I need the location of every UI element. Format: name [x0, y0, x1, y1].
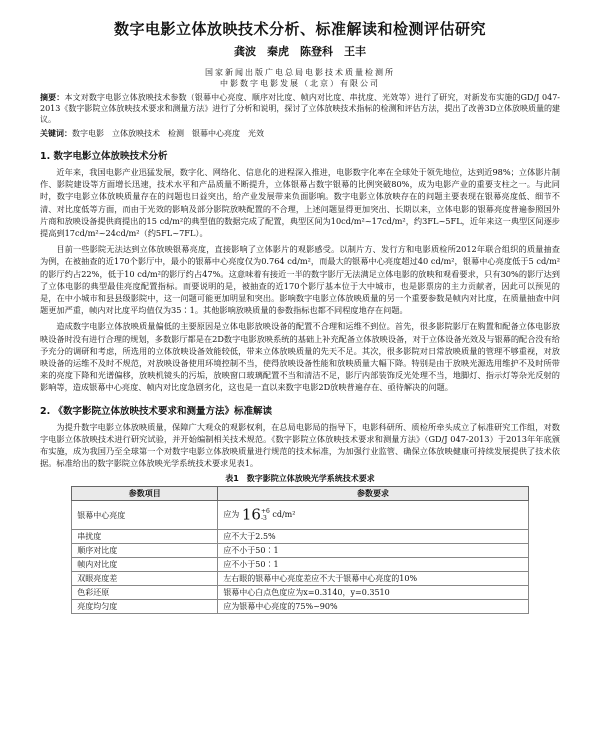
table-cell-param: 双眼亮度差: [72, 572, 218, 586]
table-cell-param: 帧内对比度: [72, 558, 218, 572]
req-tolerance-minus: -3: [260, 515, 267, 523]
table-row: [72, 544, 529, 558]
table-row: [72, 586, 529, 600]
keywords-label: 关键词：: [40, 129, 72, 138]
table-row: [72, 530, 529, 544]
section-2-heading: 2. 《数字影院立体放映技术要求和测量方法》标准解读: [40, 405, 273, 417]
table-cell-requirement: [218, 501, 528, 530]
abstract: [40, 92, 560, 125]
table-cell-requirement: 应不小于50∶1: [218, 544, 528, 558]
paper-authors: 龚波 秦虎 陈登科 王丰: [234, 45, 366, 58]
table-cell-param: 顺序对比度: [72, 544, 218, 558]
table-cell-param: 亮度均匀度: [72, 600, 218, 614]
section-1-heading: 1. 数字电影立体放映技术分析: [40, 151, 168, 162]
req-unit: cd/m²: [272, 510, 296, 520]
spec-table: [71, 486, 529, 614]
req-prefix: 应为: [223, 510, 240, 520]
table-cell-requirement: 应为银幕中心亮度的75%~90%: [218, 600, 528, 614]
table-cell-param: 色彩还原: [72, 586, 218, 600]
req-tolerance-plus: +6: [260, 508, 270, 516]
table-cell-requirement: 左右眼的银幕中心亮度差应不大于银幕中心亮度的10%: [218, 572, 528, 586]
abstract-label: 摘要：: [40, 93, 65, 102]
req-value: 16: [241, 505, 261, 524]
table-cell-requirement: 应不大于2.5%: [218, 530, 528, 544]
table-cell-param: 银幕中心亮度: [72, 501, 218, 530]
paper-title: 数字电影立体放映技术分析、标准解读和检测评估研究: [113, 20, 486, 38]
keywords-text: 数字电影 立体放映技术 检测 银幕中心亮度 光效: [72, 129, 264, 138]
keywords: [40, 128, 560, 139]
section-1-paragraph: 目前一些影院无法达到立体放映银幕亮度，直接影响了立体影片的观影感受。以制片方、发行方和电影质检所2012年联合组织的质量抽查为例，在被抽查的近170个影厅中，最小的银幕中心亮度仅为0.764 cd/m²，而最大的银幕中心亮度超过40 cd/m²，银幕中心亮度低于5 cd/m²的影厅约占22%，低于10 cd/m²的影厅约占47%。这意味着有接近一半的数字影厅无法满足立体电影的放映和观看要求，只有30%的影厅达到了立体电影的典型最佳亮度配置指标。而要说明的是，被抽查的近170个影厅基本位于大中城市，也是影票房的主力贡献者，因此可以预见的是，在中小城市和县县级影院中，这一问题可能更加明显和突出。影响数字电影立体放映质量的另一个重要参数是帧内对比度，在质量抽查中问题更加严重，帧内对比度平均值仅为35∶1。其他影响放映质量的参数指标也都不同程度地存在问题。: [40, 244, 560, 316]
table-cell-requirement: 应不小于50∶1: [218, 558, 528, 572]
section-2-paragraph: 为提升数字电影立体放映质量，保障广大观众的观影权利，在总局电影局的指导下，电影科研所、质检所牵头成立了标准研究工作组，对数字电影立体放映技术进行研究试验，并开始编制相关技术规范。《数字影院立体放映技术要求和测量方法》（GD/J 047-2013）于2013年年底颁布实施，成为我国乃至全球第一个对数字电影立体放映质量进行规范的技术标准，为加强行业监管、确保立体放映健康可持续发展提供了技术依据。标准给出的数字影院立体放映光学系统技术要求见表1。: [40, 421, 560, 469]
table-cell-param: 串扰度: [72, 530, 218, 544]
table-header-requirement: 参数要求: [218, 487, 528, 501]
abstract-text: 本文对数字电影立体放映技术参数（银幕中心亮度、顺序对比度、帧内对比度、串扰度、光效等）进行了研究，对新发布实施的GD/J 047-2013《数字影院立体放映技术要求和测量方法》进行了分析和说明，探讨了立体放映技术指标的检测和评估方法，提出了改善3D立体放映质量的建议。: [40, 93, 561, 124]
table-row: [72, 572, 529, 586]
section-1-paragraph: 近年来，我国电影产业迅猛发展，数字化、网络化、信息化的进程深入推进，电影数字化率在全球处于领先地位，达到近98%；立体影片制作、影院建设等方面增长迅速，技术水平和产品质量不断提升，立体银幕占数字银幕的比例突破80%，成为电影产业的重要支柱之一。与此同时，数字电影立体放映质量存在的问题也日益突出，给产业发展带来负面影响。数字电影立体放映存在的问题主要表现在银幕亮度低、细节不清、对比度低等方面，而由于光效的影响及部分影院放映配置的不合理，上述问题显得更加突出、长期以来，立体电影的银幕亮度普遍参照国外片商和放映设备提供商提出的15 cd/m²的典型值的数据完成了配置，典型区间为10cd/m²~17cd/m²，约3FL~5FL，近年来这一典型区间逐步提高到17cd/m²~24cd/m²（约5FL~7FL）。: [40, 167, 560, 239]
table-row: [72, 558, 529, 572]
table-cell-requirement: 银幕中心白点色度应为x=0.3140，y=0.3510: [218, 586, 528, 600]
affiliation-2: 中影数字电影发展（北京）有限公司: [220, 79, 380, 88]
table-row: [72, 501, 529, 530]
section-1-paragraph: 造成数字电影立体放映质量偏低的主要原因是立体电影放映设备的配置不合理和运维不到位。首先，很多影院影厅在购置和配备立体电影放映设备时没有进行合理的规划，多数影厅都是在2D数字电影放映系统的基础上补充配备立体放映设备，对于立体设备光效及与银幕的配合没有给予充分的调研和考虑，所选用的立体放映设备效能较低，带来立体放映质量的先天不足。其次，很多影院对日常放映质量的管理不够重视，对放映设备的运维不及时不规范，对放映设备使用环境控制不当，使得放映设备性能和放映质量大幅下降。特别是由于放映光源选用维护不及时所带来的亮度下降和光谱偏移，放映机镜头的污垢，放映窗口玻璃配置不当和清洁不足，影厅内部装饰反光处理不当，地脚灯、指示灯等杂光反射的影响等，造成银幕中心亮度、帧内对比度急剧劣化，这也是一直以来数字电影2D放映普遍存在、亟待解决的问题。: [40, 321, 560, 393]
table-caption: 表1 数字影院立体放映光学系统技术要求: [225, 474, 375, 484]
table-header-row: [72, 487, 529, 501]
table-header-param: 参数项目: [72, 487, 218, 501]
table-row: [72, 600, 529, 614]
affiliation-1: 国家新闻出版广电总局电影技术质量检测所: [205, 68, 395, 77]
